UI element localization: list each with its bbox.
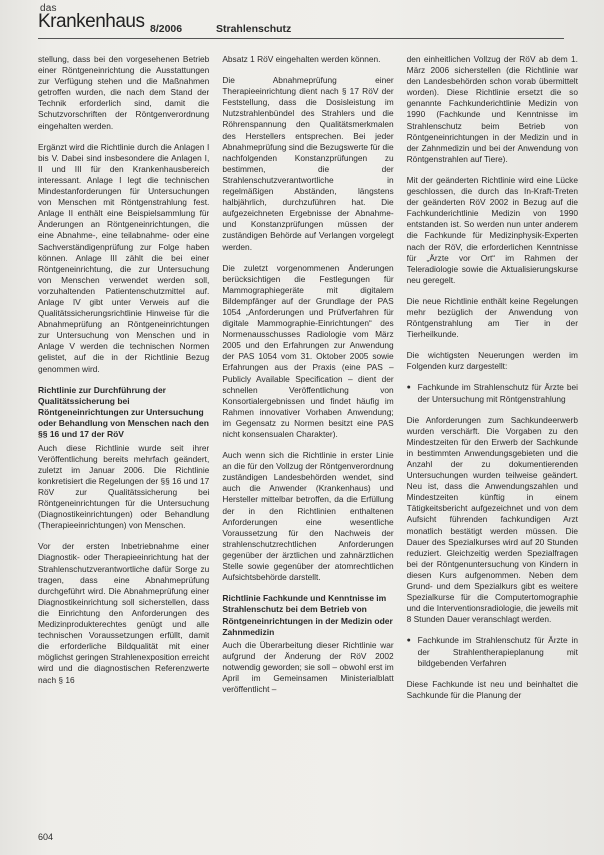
article-body (38, 54, 578, 832)
column-2 (222, 54, 393, 832)
paragraph: Auch die Überarbeitung dieser Richtlinie war aufgrund der Änderung der RöV 2002 notwendig geworden; sie soll – obwohl erst im April im Gemeinsamen Ministerialblatt veröffentlicht – (222, 640, 394, 695)
paragraph: Ergänzt wird die Richtlinie durch die Anlagen I bis V. Dabei sind insbesondere die Anlagen I, II und III für den Krankenhausbereich interessant. Anlage I legt die technischen Mindestanforderungen für Untersuchungen von Menschen mit Röntgenstrahlung fest. Anlage II enthält eine Beispielsammlung für Änderungen an Röntgeneinrichtungen, die eine Abnahme-, eine teilabnahme- oder eine Sachverständigenprüfung zur Folge haben können. Anlage III zählt die bei einer Röntgeneinrichtung, die zur Untersuchung von Menschen verwendet werden soll, vorzuhaltenden Patientenschutzmittel auf. Anlage IV gibt unter Verweis auf die Qualitätssicherungsrichtlinie Hinweise für die Abnahmeprüfung an Röntgeneinrichtungen zur Untersuchung von Menschen und in Anlage V werden die technischen Normen gelistet, auf die in der Richtlinie Bezug genommen wird. (38, 141, 210, 374)
list-item: ● Fachkunde im Strahlenschutz für Ärzte in der Strahlentherapieplanung mit bildgebenden Verfahren (407, 635, 578, 668)
column-1 (38, 54, 209, 832)
paragraph: Die Abnahmeprüfung einer Therapieeinrichtung dient nach § 17 RöV der Feststellung, dass die Dosisleistung im Nutzstrahlenbündel des Strahlers und die Röhrenspannung den Qualitätsmerkmalen des Herstellers entsprechen. Bei jeder Abnahmeprüfung sind die Bezugswerte für die nachfolgenden Konstanzprüfungen zu bestimmen, die der Strahlenschutzverantwortliche in regelmäßigen Abständen, längstens halbjährlich, durchzuführen hat. Die aufgezeichneten Ergebnisse der Abnahme- und Konstanzprüfungen müssen der zuständigen Behörde auf Verlangen vorgelegt werden. (222, 75, 394, 252)
paragraph: stellung, dass bei den vorgesehenen Betrieb einer Röntgeneinrichtung die Ausstattungen zur Verfügung stehen und die Maßnahmen getroffen wurden, die nach dem Stand der Technik erforderlich sind, damit die Schutzvorschriften der Röntgenverordnung eingehalten werden. (38, 54, 210, 131)
bullet-list (407, 635, 578, 668)
journal-logo-prefix: das (40, 3, 57, 14)
page-header (38, 4, 564, 39)
paragraph: Absatz 1 RöV eingehalten werden können. (222, 54, 381, 64)
list-item: ● Fachkunde im Strahlenschutz für Ärzte bei der Untersuchung mit Röntgenstrahlung (407, 382, 578, 404)
paragraph: Mit der geänderten Richtlinie wird eine Lücke geschlossen, die durch das In-Kraft-Treten der geänderten RöV 2002 in Bezug auf die Fachkunderichtlinie Medizin von 1990 entstanden ist. So werden nun unter anderem die Fachkunde für Medizinphysik-Experten nach der RöV, die erforderlichen Kenntnisse für „Ärzte vor Ort“ im Rahmen der Teleradiologie sowie die Aktualisierungskurse neu geregelt. (406, 174, 578, 285)
bullet-list (407, 382, 578, 404)
paragraph: Auch wenn sich die Richtlinie in erster Linie an die für den Vollzug der Röntgenverordnung zuständigen Landesbehörden wendet, sind auch die Anwender (Krankenhaus) und Hersteller mittelbar betroffen, da die Erfüllung der in den Richtlinien enthaltenen Anforderungen eine wesentliche Voraussetzung für den Nachweis der strahlenschutzrechtlichen Anforderungen gegenüber der ärztlichen und zahnärztlichen Stelle sowie gegenüber der atomrechtlichen Aufsichtsbehörde darstellt. (222, 450, 394, 583)
issue-number: 8/2006 (150, 23, 183, 35)
column-3 (407, 54, 578, 832)
paragraph: Diese Fachkunde ist neu und beinhaltet die Sachkunde für die Planung der (406, 678, 578, 700)
journal-logo-name: Krankenhaus (38, 11, 145, 32)
page-number: 604 (38, 832, 54, 842)
section-title: Strahlenschutz (216, 23, 292, 35)
paragraph: den einheitlichen Vollzug der RöV ab dem 1. März 2006 sicherstellen (die Richtlinie war den Landesbehörden schon vorab übermittelt worden). Diese Richtlinie ersetzt die so genannte Fachkunderichtlinie Medizin von 1990 (Fachkunde und Kenntnisse im Strahlenschutz beim Betrieb von Röntgeneinrichtungen in der Medizin und in der Zahnmedizin und bei der Anwendung von Röntgenstrahlen auf Tiere). (406, 54, 578, 164)
subheading: Richtlinie zur Durchführung der Qualitätssicherung bei Röntgeneinrichtungen zur Untersuchung oder Behandlung von Menschen nach den §§ 16 und 17 der RöV (38, 384, 209, 440)
journal-logo (38, 4, 144, 31)
paragraph: Auch diese Richtlinie wurde seit ihrer Veröffentlichung bereits mehrfach geändert, zuletzt im Januar 2006. Die Richtlinie konkretisiert die Regelungen der §§ 16 und 17 RöV zur Qualitätssicherung bei Röntgeneinrichtungen für die Untersuchung (Diagnostikeinrichtungen) oder Behandlung (Therapieeinrichtungen) von Menschen. (38, 442, 210, 531)
paragraph: Vor der ersten Inbetriebnahme einer Diagnostik- oder Therapieeinrichtung hat der Strahlenschutzverantwortliche dafür Sorge zu tragen, dass eine Abnahmeprüfung durchgeführt wird. Die Abnahmeprüfung einer Diagnostikeinrichtung soll sicherstellen, dass die Einrichtung den Anforderungen des Medizinprodukterechtes genügt und alle technischen Voraussetzungen erfüllt, damit die erforderliche Bildqualität mit einer möglichst geringen Strahlenexposition erreicht wird und die diagnostischen Referenzwerte nach § 16 (38, 541, 210, 685)
paragraph: Die neue Richtlinie enthält keine Regelungen mehr bezüglich der Anwendung von Röntgenstrahlung am Tier in der Tierheilkunde. (406, 295, 578, 340)
paragraph: Die zuletzt vorgenommenen Änderungen berücksichtigen die Festlegungen für Mammographiegeräte mit digitalem Bildempfänger auf der Grundlage der PAS 1054 „Anforderungen und Prüfverfahren für digitale Mammographie-Einrichtungen“ des Normenausschusses Radiologie vom März 2005 und den Erfahrungen zur Anwendung der PAS 1054 vom 31. Oktober 2005 sowie Erfahrungen aus der Praxis (eine PAS – Publicly Available Specification – dient der schnellen Veröffentlichung von Konsortialergebnissen und findet häufig im Rahmen innovativer Vorhaben Anwendung; im Gegensatz zu Normen besitzt eine PAS nicht konsensualen Charakter). (222, 262, 394, 439)
paragraph: Die Anforderungen zum Sachkundeerwerb wurden verschärft. Die Vorgaben zu den Mindestzeiten für den Erwerb der Sachkunde in bestimmten Anwendungsgebieten und die Anzahl der zu dokumentierenden Untersuchungen wurden teilweise geändert. Neu ist, dass die Anwendungszahlen und Mindestzeiten künftig in einem Tätigkeitsbericht aufgezeichnet und von dem Aufsicht führenden fachkundigen Arzt monatlich bestätigt werden müssen. Die Dauer des Spezialkurses wird auf 20 Stunden reduziert. Gleichzeitig werden Spezialfragen bei der Röntgenuntersuchung von Kindern in diesen Kurs aufgenommen. Neben dem Grund- und dem Spezialkurs gibt es weitere Spezialkurse für die Computertomographie und die Interventionsradiologie, die jeweils mit 8 Stunden Dauer veranschlagt werden. (406, 414, 578, 625)
paragraph: Die wichtigsten Neuerungen werden im Folgenden kurz dargestellt: (406, 350, 578, 372)
subheading: Richtlinie Fachkunde und Kenntnisse im Strahlenschutz bei dem Betrieb von Röntgeneinrichtungen in der Medizin oder Zahnmedizin (222, 593, 393, 637)
